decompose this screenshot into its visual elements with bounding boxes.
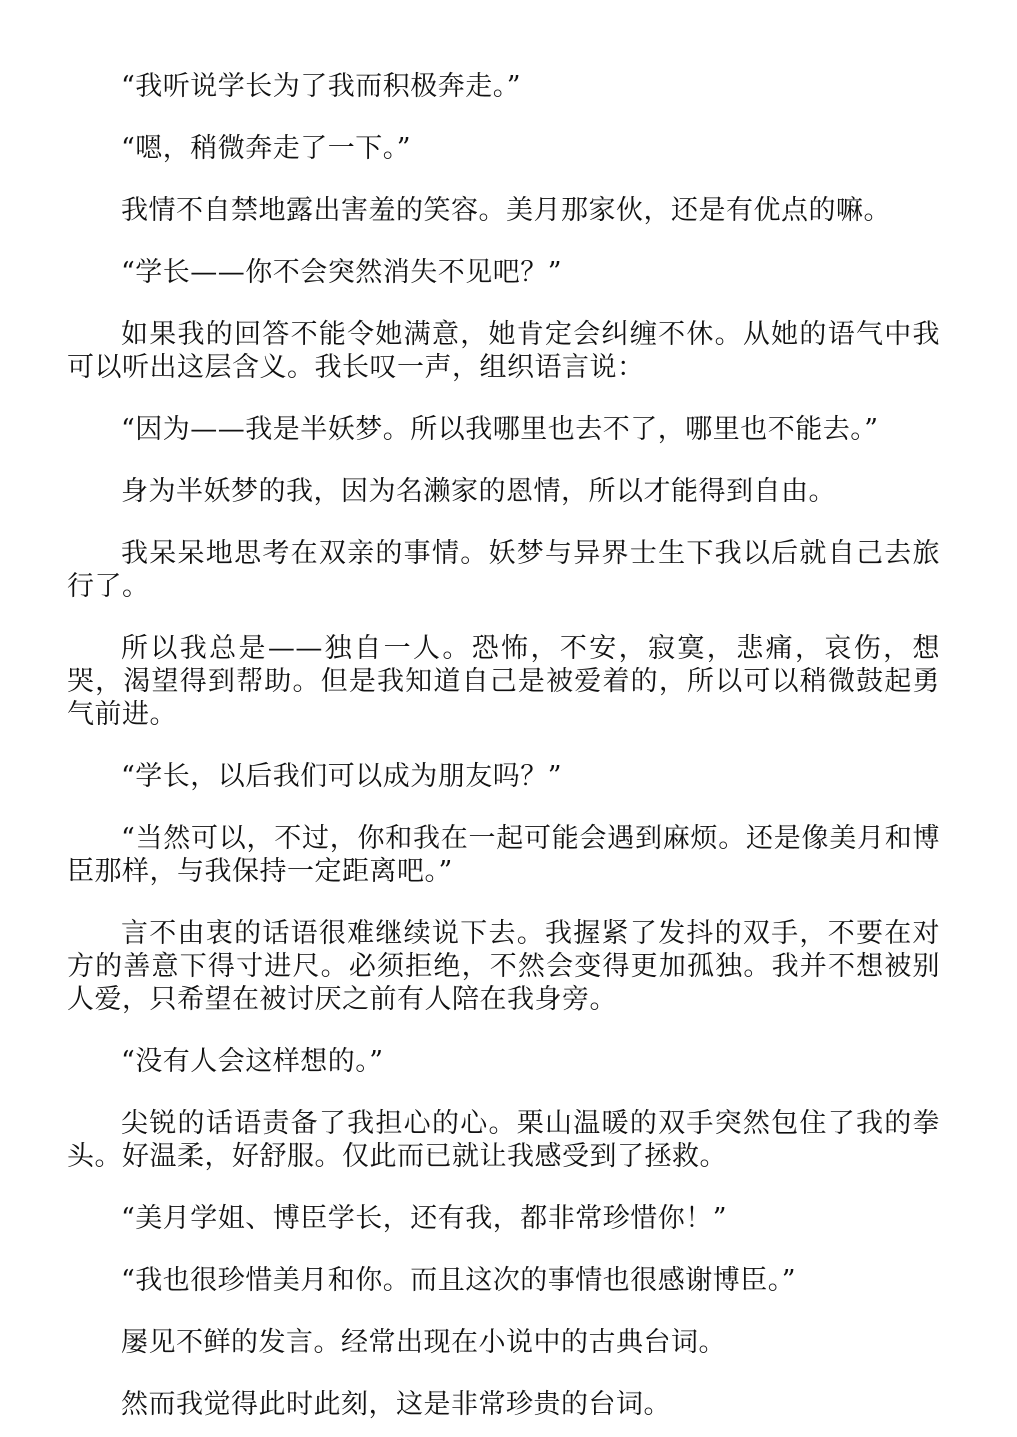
paragraph-narration: 我呆呆地思考在双亲的事情。妖梦与异界士生下我以后就自己去旅行了。	[67, 538, 940, 602]
paragraph-dialogue: “学长——你不会突然消失不见吧？”	[121, 257, 563, 288]
paragraph-dialogue: “美月学姐、博臣学长，还有我，都非常珍惜你！”	[121, 1203, 728, 1234]
paragraph-dialogue: “我也很珍惜美月和你。而且这次的事情也很感谢博臣。”	[121, 1265, 797, 1296]
paragraph-dialogue: “因为——我是半妖梦。所以我哪里也去不了，哪里也不能去。”	[121, 414, 879, 445]
paragraph-narration: 言不由衷的话语很难继续说下去。我握紧了发抖的双手，不要在对方的善意下得寸进尺。必须拒绝，不然会变得更加孤独。我并不想被别人爱，只希望在被讨厌之前有人陪在我身旁。	[67, 918, 940, 1015]
paragraph-narration: 身为半妖梦的我，因为名濑家的恩情，所以才能得到自由。	[121, 476, 836, 507]
paragraph-narration: 尖锐的话语责备了我担心的心。栗山温暖的双手突然包住了我的拳头。好温柔，好舒服。仅此而已就让我感受到了拯救。	[67, 1108, 940, 1172]
paragraph-dialogue: “学长，以后我们可以成为朋友吗？”	[121, 761, 563, 792]
paragraph-narration: 我情不自禁地露出害羞的笑容。美月那家伙，还是有优点的嘛。	[121, 195, 891, 226]
paragraph-narration: 然而我觉得此时此刻，这是非常珍贵的台词。	[121, 1389, 671, 1420]
paragraph-dialogue: “我听说学长为了我而积极奔走。”	[121, 71, 522, 102]
paragraph-dialogue: “当然可以，不过，你和我在一起可能会遇到麻烦。还是像美月和博臣那样，与我保持一定距离吧。”	[67, 823, 940, 887]
paragraph-dialogue: “嗯，稍微奔走了一下。”	[121, 133, 412, 164]
paragraph-narration: 如果我的回答不能令她满意，她肯定会纠缠不休。从她的语气中我可以听出这层含义。我长叹一声，组织语言说：	[67, 319, 940, 383]
paragraph-narration: 屡见不鲜的发言。经常出现在小说中的古典台词。	[121, 1327, 726, 1358]
paragraph-dialogue: “没有人会这样想的。”	[121, 1046, 384, 1077]
paragraph-narration: 所以我总是——独自一人。恐怖，不安，寂寞，悲痛，哀伤，想哭，渴望得到帮助。但是我知道自己是被爱着的，所以可以稍微鼓起勇气前进。	[67, 633, 940, 730]
